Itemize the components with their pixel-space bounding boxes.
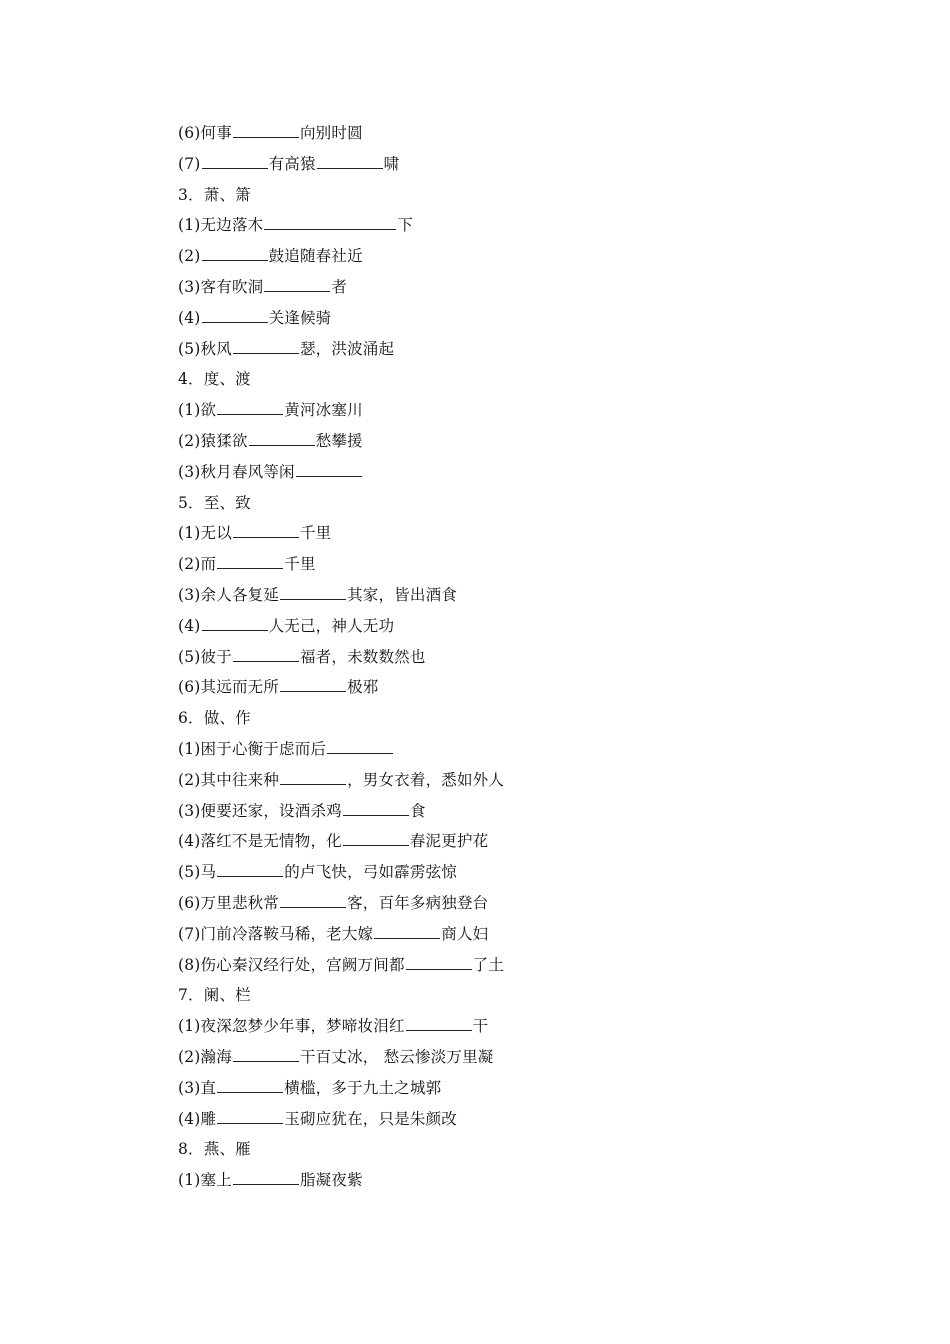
item-text: (6)何事	[178, 124, 232, 142]
answer-blank[interactable]	[406, 1013, 472, 1031]
item-text: (5)马	[178, 863, 217, 882]
item-text: (1)欲	[178, 401, 217, 420]
fill-blank-item	[178, 303, 878, 334]
fill-blank-item	[178, 210, 878, 241]
item-text: (6)万里悲秋常	[178, 893, 280, 912]
heading-text: 7．阑、栏	[178, 986, 251, 1005]
answer-blank[interactable]	[202, 305, 268, 323]
item-text: (5)彼于	[178, 647, 232, 666]
fill-blank-item	[178, 611, 878, 642]
fill-blank-item	[178, 334, 878, 365]
item-text: (2)	[178, 247, 201, 266]
answer-blank[interactable]	[233, 520, 299, 538]
item-text: 其家，皆出酒食	[347, 585, 457, 604]
fill-blank-item	[178, 1104, 878, 1135]
section-heading	[178, 364, 878, 395]
item-text: 极邪	[347, 678, 379, 697]
answer-blank[interactable]	[233, 644, 299, 662]
fill-blank-item	[178, 672, 878, 703]
item-text: (1)无边落木	[178, 216, 264, 235]
answer-blank[interactable]	[249, 428, 315, 446]
section-heading	[178, 180, 878, 211]
item-text: 春泥更护花	[409, 832, 489, 851]
heading-text: 5．至、致	[178, 493, 251, 512]
item-text: 客，百年多病独登台	[347, 893, 489, 912]
fill-blank-item	[178, 457, 878, 488]
section-heading	[178, 703, 878, 734]
fill-blank-item	[178, 734, 878, 765]
item-text: (1)困于心衡于虑而后	[178, 739, 327, 758]
answer-blank[interactable]	[202, 613, 268, 631]
item-text: (6)其远而无所	[178, 678, 280, 697]
fill-blank-item	[178, 518, 878, 549]
answer-blank[interactable]	[217, 551, 283, 569]
item-text: 玉砌应犹在，只是朱颜改	[284, 1109, 457, 1128]
item-text: 黄河冰塞川	[284, 401, 363, 420]
answer-blank[interactable]	[202, 243, 268, 261]
answer-blank[interactable]	[317, 151, 383, 169]
item-text: (3)客有吹洞	[178, 277, 264, 296]
item-text: 愁攀援	[315, 431, 363, 450]
item-text: 有高猿	[268, 154, 316, 173]
item-text: 关逢候骑	[268, 308, 332, 327]
item-text: 人无己，神人无功	[268, 616, 395, 635]
fill-blank-item	[178, 642, 878, 673]
heading-text: 3．萧、箫	[178, 185, 251, 204]
fill-blank-item	[178, 426, 878, 457]
item-text: 了土	[472, 955, 505, 974]
fill-blank-item	[178, 950, 878, 981]
item-text: 干百丈冰， 愁云惨淡万里凝	[299, 1047, 494, 1066]
fill-blank-item	[178, 765, 878, 796]
item-text: (2)其中往来种	[178, 770, 280, 789]
fill-blank-item	[178, 826, 878, 857]
item-text: (3)直	[178, 1078, 217, 1097]
answer-blank[interactable]	[280, 582, 346, 600]
answer-blank[interactable]	[217, 859, 283, 877]
fill-blank-item	[178, 1011, 878, 1042]
answer-blank[interactable]	[327, 736, 393, 754]
fill-blank-item	[178, 857, 878, 888]
item-text: (1)无以	[178, 524, 232, 543]
answer-blank[interactable]	[202, 151, 268, 169]
fill-blank-item	[178, 1073, 878, 1104]
item-text: 商人妇	[441, 924, 489, 943]
answer-blank[interactable]	[233, 120, 299, 138]
fill-blank-item	[178, 118, 878, 149]
item-text: 脂凝夜紫	[299, 1171, 363, 1190]
answer-blank[interactable]	[343, 798, 409, 816]
answer-blank[interactable]	[264, 212, 396, 230]
answer-blank[interactable]	[233, 336, 299, 354]
fill-blank-item	[178, 395, 878, 426]
heading-text: 4．度、渡	[178, 370, 251, 389]
item-text: (7)	[178, 154, 201, 173]
answer-blank[interactable]	[264, 274, 330, 292]
section-heading	[178, 1134, 878, 1165]
item-text: (3)秋月春风等闲	[178, 462, 295, 481]
fill-blank-item	[178, 580, 878, 611]
item-text: 者	[331, 277, 348, 296]
answer-blank[interactable]	[233, 1167, 299, 1185]
answer-blank[interactable]	[217, 397, 283, 415]
fill-blank-item	[178, 1165, 878, 1196]
item-text: (4)	[178, 308, 201, 327]
answer-blank[interactable]	[343, 828, 409, 846]
item-text: 的卢飞快，弓如霹雳弦惊	[284, 863, 457, 882]
answer-blank[interactable]	[280, 767, 346, 785]
fill-blank-item	[178, 272, 878, 303]
item-text: 福者，未数数然也	[299, 647, 426, 666]
item-text: 千里	[299, 524, 332, 543]
answer-blank[interactable]	[374, 921, 440, 939]
worksheet-page	[178, 118, 878, 1196]
item-text: (2)而	[178, 555, 217, 574]
item-text: (3)便要还家，设酒杀鸡	[178, 801, 342, 820]
item-text: 横槛，多于九土之城郭	[284, 1078, 442, 1097]
fill-blank-item	[178, 1042, 878, 1073]
fill-blank-item	[178, 888, 878, 919]
answer-blank[interactable]	[280, 890, 346, 908]
item-text: 向别时圆	[299, 124, 363, 142]
answer-blank[interactable]	[280, 674, 346, 692]
heading-text: 6．做、作	[178, 709, 251, 728]
answer-blank[interactable]	[296, 459, 362, 477]
section-heading	[178, 488, 878, 519]
item-text: (1)塞上	[178, 1171, 232, 1190]
item-text: (7)门前冷落鞍马稀，老大嫁	[178, 924, 374, 943]
item-text: 鼓追随春社近	[268, 247, 363, 266]
answer-blank[interactable]	[217, 1106, 283, 1124]
section-heading	[178, 980, 878, 1011]
item-text: (2)瀚海	[178, 1047, 232, 1066]
item-text: (8)伤心秦汉经行处，宫阙万间都	[178, 955, 405, 974]
answer-blank[interactable]	[217, 1075, 283, 1093]
heading-text: 8．燕、雁	[178, 1140, 251, 1159]
fill-blank-item	[178, 241, 878, 272]
item-text: 瑟，洪波涌起	[299, 339, 395, 358]
answer-blank[interactable]	[233, 1044, 299, 1062]
item-text: ，男女衣着，悉如外人	[347, 770, 505, 789]
item-text: 啸	[383, 154, 400, 173]
item-text: (5)秋风	[178, 339, 232, 358]
item-text: (1)夜深忽梦少年事，梦啼妆泪红	[178, 1017, 405, 1036]
fill-blank-item	[178, 919, 878, 950]
item-text: (3)余人各复延	[178, 585, 280, 604]
item-text: 下	[397, 216, 414, 235]
item-text: 干	[472, 1017, 489, 1036]
fill-blank-item	[178, 796, 878, 827]
item-text: (4)雕	[178, 1109, 217, 1128]
item-text: (4)	[178, 616, 201, 635]
item-text: 食	[409, 801, 426, 820]
item-text: (4)落红不是无情物，化	[178, 832, 342, 851]
fill-blank-item	[178, 549, 878, 580]
answer-blank[interactable]	[406, 952, 472, 970]
item-text: 千里	[284, 555, 316, 574]
fill-blank-item	[178, 149, 878, 180]
item-text: (2)猿猱欲	[178, 431, 248, 450]
